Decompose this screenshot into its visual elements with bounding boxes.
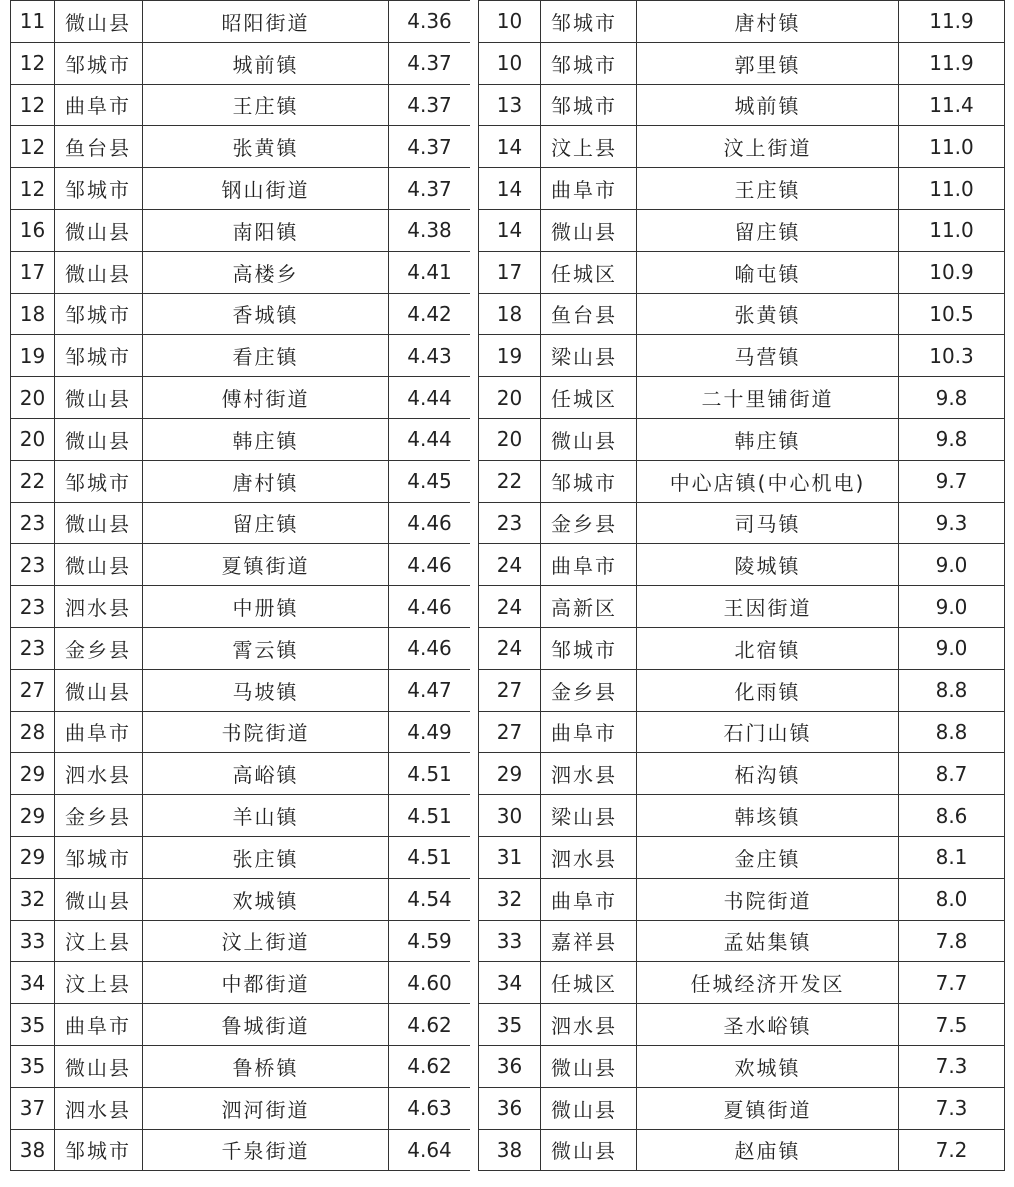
- value-cell: 4.46: [389, 544, 471, 586]
- table-row: [11, 1087, 471, 1129]
- rank-cell: 28: [11, 711, 55, 753]
- county-cell: 曲阜市: [541, 544, 637, 586]
- rank-cell: 12: [11, 126, 55, 168]
- table-row: [479, 836, 1005, 878]
- town-cell: 中册镇: [143, 586, 389, 628]
- rank-cell: 12: [11, 168, 55, 210]
- county-cell: 邹城市: [55, 293, 143, 335]
- rank-cell: 14: [479, 168, 541, 210]
- county-cell: 邹城市: [55, 460, 143, 502]
- county-cell: 微山县: [541, 1045, 637, 1087]
- town-cell: 郭里镇: [637, 42, 899, 84]
- value-cell: 4.38: [389, 209, 471, 251]
- rank-cell: 29: [479, 753, 541, 795]
- county-cell: 微山县: [55, 669, 143, 711]
- value-cell: 4.51: [389, 836, 471, 878]
- rank-cell: 27: [11, 669, 55, 711]
- table-row: [11, 42, 471, 84]
- value-cell: 9.0: [899, 544, 1005, 586]
- rank-cell: 23: [11, 544, 55, 586]
- rank-cell: 34: [11, 962, 55, 1004]
- table-row: [479, 1087, 1005, 1129]
- rank-cell: 22: [11, 460, 55, 502]
- county-cell: 汶上县: [55, 920, 143, 962]
- table-row: [11, 962, 471, 1004]
- value-cell: 8.8: [899, 669, 1005, 711]
- rank-cell: 23: [479, 502, 541, 544]
- table-row: [479, 586, 1005, 628]
- county-cell: 泗水县: [541, 836, 637, 878]
- table-row: [11, 1004, 471, 1046]
- value-cell: 4.51: [389, 795, 471, 837]
- table-row: [11, 502, 471, 544]
- table-row: [11, 627, 471, 669]
- town-cell: 柘沟镇: [637, 753, 899, 795]
- town-cell: 羊山镇: [143, 795, 389, 837]
- rank-cell: 13: [479, 84, 541, 126]
- table-row: [479, 251, 1005, 293]
- table-row: [11, 460, 471, 502]
- town-cell: 鲁桥镇: [143, 1045, 389, 1087]
- rank-cell: 23: [11, 586, 55, 628]
- table-row: [479, 920, 1005, 962]
- value-cell: 9.8: [899, 418, 1005, 460]
- rank-cell: 24: [479, 586, 541, 628]
- table-row: [11, 586, 471, 628]
- county-cell: 微山县: [55, 251, 143, 293]
- county-cell: 邹城市: [541, 460, 637, 502]
- county-cell: 梁山县: [541, 795, 637, 837]
- table-row: [479, 418, 1005, 460]
- value-cell: 9.0: [899, 627, 1005, 669]
- rank-cell: 23: [11, 502, 55, 544]
- value-cell: 4.41: [389, 251, 471, 293]
- value-cell: 11.0: [899, 209, 1005, 251]
- value-cell: 10.5: [899, 293, 1005, 335]
- rank-cell: 20: [11, 377, 55, 419]
- rank-cell: 20: [479, 418, 541, 460]
- table-row: [11, 418, 471, 460]
- value-cell: 4.44: [389, 377, 471, 419]
- value-cell: 4.46: [389, 627, 471, 669]
- table-row: [479, 669, 1005, 711]
- town-cell: 孟姑集镇: [637, 920, 899, 962]
- county-cell: 邹城市: [55, 836, 143, 878]
- table-row: [479, 627, 1005, 669]
- value-cell: 8.7: [899, 753, 1005, 795]
- value-cell: 4.37: [389, 42, 471, 84]
- county-cell: 泗水县: [541, 753, 637, 795]
- town-cell: 书院街道: [143, 711, 389, 753]
- table-row: [11, 1, 471, 43]
- town-cell: 马营镇: [637, 335, 899, 377]
- rank-cell: 17: [11, 251, 55, 293]
- rank-cell: 37: [11, 1087, 55, 1129]
- value-cell: 11.9: [899, 42, 1005, 84]
- table-row: [11, 335, 471, 377]
- value-cell: 7.8: [899, 920, 1005, 962]
- town-cell: 城前镇: [637, 84, 899, 126]
- value-cell: 4.37: [389, 168, 471, 210]
- table-row: [11, 251, 471, 293]
- table-row: [479, 42, 1005, 84]
- value-cell: 10.9: [899, 251, 1005, 293]
- rank-cell: 35: [11, 1004, 55, 1046]
- table-row: [479, 878, 1005, 920]
- rank-cell: 33: [479, 920, 541, 962]
- table-row: [479, 377, 1005, 419]
- rank-cell: 29: [11, 753, 55, 795]
- town-cell: 霄云镇: [143, 627, 389, 669]
- value-cell: 7.7: [899, 962, 1005, 1004]
- rank-cell: 36: [479, 1045, 541, 1087]
- county-cell: 微山县: [55, 1, 143, 43]
- rank-cell: 17: [479, 251, 541, 293]
- value-cell: 11.9: [899, 1, 1005, 43]
- table-row: [479, 753, 1005, 795]
- rank-cell: 36: [479, 1087, 541, 1129]
- rank-cell: 34: [479, 962, 541, 1004]
- value-cell: 4.43: [389, 335, 471, 377]
- rank-cell: 33: [11, 920, 55, 962]
- table-row: [479, 1, 1005, 43]
- county-cell: 微山县: [55, 502, 143, 544]
- town-cell: 唐村镇: [143, 460, 389, 502]
- county-cell: 汶上县: [55, 962, 143, 1004]
- town-cell: 圣水峪镇: [637, 1004, 899, 1046]
- county-cell: 曲阜市: [541, 168, 637, 210]
- value-cell: 8.8: [899, 711, 1005, 753]
- table-row: [11, 168, 471, 210]
- value-cell: 7.3: [899, 1087, 1005, 1129]
- town-cell: 马坡镇: [143, 669, 389, 711]
- right-table-body: [479, 1, 1005, 1171]
- town-cell: 喻屯镇: [637, 251, 899, 293]
- value-cell: 4.46: [389, 586, 471, 628]
- county-cell: 微山县: [541, 209, 637, 251]
- town-cell: 书院街道: [637, 878, 899, 920]
- value-cell: 9.3: [899, 502, 1005, 544]
- rank-cell: 35: [479, 1004, 541, 1046]
- rank-cell: 20: [11, 418, 55, 460]
- town-cell: 石门山镇: [637, 711, 899, 753]
- county-cell: 微山县: [55, 377, 143, 419]
- town-cell: 张庄镇: [143, 836, 389, 878]
- right-ranking-table: [478, 0, 1005, 1171]
- county-cell: 微山县: [541, 1087, 637, 1129]
- town-cell: 高峪镇: [143, 753, 389, 795]
- table-row: [479, 84, 1005, 126]
- value-cell: 4.49: [389, 711, 471, 753]
- value-cell: 8.6: [899, 795, 1005, 837]
- table-row: [479, 1004, 1005, 1046]
- county-cell: 邹城市: [55, 335, 143, 377]
- county-cell: 微山县: [541, 418, 637, 460]
- county-cell: 曲阜市: [55, 1004, 143, 1046]
- town-cell: 欢城镇: [143, 878, 389, 920]
- table-row: [11, 126, 471, 168]
- county-cell: 嘉祥县: [541, 920, 637, 962]
- rank-cell: 11: [11, 1, 55, 43]
- rank-cell: 10: [479, 42, 541, 84]
- table-row: [11, 711, 471, 753]
- value-cell: 11.4: [899, 84, 1005, 126]
- value-cell: 4.62: [389, 1045, 471, 1087]
- table-row: [11, 669, 471, 711]
- rank-cell: 24: [479, 544, 541, 586]
- county-cell: 泗水县: [55, 1087, 143, 1129]
- table-row: [11, 293, 471, 335]
- table-separator: [470, 0, 478, 1187]
- county-cell: 鱼台县: [541, 293, 637, 335]
- value-cell: 4.51: [389, 753, 471, 795]
- table-row: [479, 168, 1005, 210]
- town-cell: 王因街道: [637, 586, 899, 628]
- county-cell: 微山县: [55, 544, 143, 586]
- county-cell: 曲阜市: [55, 711, 143, 753]
- rank-cell: 32: [479, 878, 541, 920]
- town-cell: 鲁城街道: [143, 1004, 389, 1046]
- rank-cell: 19: [11, 335, 55, 377]
- rank-cell: 32: [11, 878, 55, 920]
- table-row: [479, 1129, 1005, 1171]
- value-cell: 9.0: [899, 586, 1005, 628]
- table-row: [11, 878, 471, 920]
- town-cell: 韩垓镇: [637, 795, 899, 837]
- rank-cell: 23: [11, 627, 55, 669]
- table-row: [479, 962, 1005, 1004]
- county-cell: 曲阜市: [541, 711, 637, 753]
- county-cell: 泗水县: [55, 586, 143, 628]
- town-cell: 韩庄镇: [637, 418, 899, 460]
- town-cell: 留庄镇: [143, 502, 389, 544]
- county-cell: 鱼台县: [55, 126, 143, 168]
- town-cell: 千泉街道: [143, 1129, 389, 1171]
- rank-cell: 22: [479, 460, 541, 502]
- table-row: [11, 920, 471, 962]
- town-cell: 高楼乡: [143, 251, 389, 293]
- town-cell: 汶上街道: [637, 126, 899, 168]
- town-cell: 张黄镇: [143, 126, 389, 168]
- county-cell: 微山县: [55, 418, 143, 460]
- county-cell: 任城区: [541, 251, 637, 293]
- town-cell: 韩庄镇: [143, 418, 389, 460]
- county-cell: 邹城市: [541, 1, 637, 43]
- town-cell: 留庄镇: [637, 209, 899, 251]
- rank-cell: 19: [479, 335, 541, 377]
- rank-cell: 18: [11, 293, 55, 335]
- rank-cell: 27: [479, 711, 541, 753]
- value-cell: 4.59: [389, 920, 471, 962]
- value-cell: 4.42: [389, 293, 471, 335]
- town-cell: 司马镇: [637, 502, 899, 544]
- town-cell: 任城经济开发区: [637, 962, 899, 1004]
- left-table-body: [11, 1, 471, 1171]
- county-cell: 汶上县: [541, 126, 637, 168]
- town-cell: 傅村街道: [143, 377, 389, 419]
- table-row: [11, 84, 471, 126]
- town-cell: 夏镇街道: [143, 544, 389, 586]
- town-cell: 看庄镇: [143, 335, 389, 377]
- rank-cell: 24: [479, 627, 541, 669]
- table-row: [11, 1129, 471, 1171]
- town-cell: 南阳镇: [143, 209, 389, 251]
- rank-cell: 16: [11, 209, 55, 251]
- county-cell: 任城区: [541, 377, 637, 419]
- rank-cell: 12: [11, 84, 55, 126]
- table-row: [479, 1045, 1005, 1087]
- county-cell: 邹城市: [55, 42, 143, 84]
- table-row: [479, 460, 1005, 502]
- table-row: [11, 836, 471, 878]
- rank-cell: 12: [11, 42, 55, 84]
- town-cell: 泗河街道: [143, 1087, 389, 1129]
- value-cell: 7.3: [899, 1045, 1005, 1087]
- county-cell: 微山县: [55, 1045, 143, 1087]
- table-row: [11, 1045, 471, 1087]
- town-cell: 汶上街道: [143, 920, 389, 962]
- table-row: [479, 502, 1005, 544]
- town-cell: 欢城镇: [637, 1045, 899, 1087]
- value-cell: 9.8: [899, 377, 1005, 419]
- value-cell: 11.0: [899, 126, 1005, 168]
- county-cell: 梁山县: [541, 335, 637, 377]
- rank-cell: 10: [479, 1, 541, 43]
- county-cell: 邹城市: [541, 42, 637, 84]
- town-cell: 王庄镇: [637, 168, 899, 210]
- value-cell: 4.37: [389, 84, 471, 126]
- value-cell: 4.44: [389, 418, 471, 460]
- table-row: [479, 209, 1005, 251]
- value-cell: 8.0: [899, 878, 1005, 920]
- value-cell: 4.64: [389, 1129, 471, 1171]
- town-cell: 昭阳街道: [143, 1, 389, 43]
- county-cell: 曲阜市: [541, 878, 637, 920]
- county-cell: 微山县: [55, 878, 143, 920]
- value-cell: 4.45: [389, 460, 471, 502]
- town-cell: 赵庙镇: [637, 1129, 899, 1171]
- town-cell: 城前镇: [143, 42, 389, 84]
- town-cell: 王庄镇: [143, 84, 389, 126]
- county-cell: 金乡县: [55, 627, 143, 669]
- rank-cell: 29: [11, 795, 55, 837]
- rank-cell: 29: [11, 836, 55, 878]
- rank-cell: 38: [11, 1129, 55, 1171]
- table-row: [479, 795, 1005, 837]
- county-cell: 微山县: [541, 1129, 637, 1171]
- town-cell: 香城镇: [143, 293, 389, 335]
- town-cell: 中心店镇(中心机电): [637, 460, 899, 502]
- rank-cell: 30: [479, 795, 541, 837]
- value-cell: 11.0: [899, 168, 1005, 210]
- value-cell: 4.63: [389, 1087, 471, 1129]
- value-cell: 4.47: [389, 669, 471, 711]
- town-cell: 钢山街道: [143, 168, 389, 210]
- rank-cell: 20: [479, 377, 541, 419]
- county-cell: 邹城市: [55, 168, 143, 210]
- town-cell: 唐村镇: [637, 1, 899, 43]
- table-row: [479, 126, 1005, 168]
- county-cell: 邹城市: [541, 627, 637, 669]
- county-cell: 金乡县: [541, 502, 637, 544]
- county-cell: 泗水县: [55, 753, 143, 795]
- county-cell: 金乡县: [55, 795, 143, 837]
- rank-cell: 14: [479, 209, 541, 251]
- town-cell: 张黄镇: [637, 293, 899, 335]
- rank-cell: 31: [479, 836, 541, 878]
- table-row: [479, 335, 1005, 377]
- county-cell: 高新区: [541, 586, 637, 628]
- county-cell: 任城区: [541, 962, 637, 1004]
- value-cell: 7.5: [899, 1004, 1005, 1046]
- town-cell: 夏镇街道: [637, 1087, 899, 1129]
- value-cell: 10.3: [899, 335, 1005, 377]
- table-row: [11, 795, 471, 837]
- value-cell: 7.2: [899, 1129, 1005, 1171]
- rank-cell: 35: [11, 1045, 55, 1087]
- value-cell: 9.7: [899, 460, 1005, 502]
- county-cell: 微山县: [55, 209, 143, 251]
- rank-cell: 38: [479, 1129, 541, 1171]
- county-cell: 泗水县: [541, 1004, 637, 1046]
- table-row: [11, 544, 471, 586]
- value-cell: 4.54: [389, 878, 471, 920]
- table-row: [479, 293, 1005, 335]
- town-cell: 北宿镇: [637, 627, 899, 669]
- table-row: [11, 377, 471, 419]
- table-row: [11, 209, 471, 251]
- value-cell: 4.46: [389, 502, 471, 544]
- county-cell: 金乡县: [541, 669, 637, 711]
- value-cell: 4.37: [389, 126, 471, 168]
- table-row: [11, 753, 471, 795]
- table-row: [479, 711, 1005, 753]
- rank-cell: 14: [479, 126, 541, 168]
- town-cell: 二十里铺街道: [637, 377, 899, 419]
- county-cell: 邹城市: [55, 1129, 143, 1171]
- town-cell: 陵城镇: [637, 544, 899, 586]
- rank-cell: 27: [479, 669, 541, 711]
- left-ranking-table: [10, 0, 471, 1171]
- value-cell: 4.62: [389, 1004, 471, 1046]
- county-cell: 曲阜市: [55, 84, 143, 126]
- value-cell: 8.1: [899, 836, 1005, 878]
- table-row: [479, 544, 1005, 586]
- value-cell: 4.36: [389, 1, 471, 43]
- value-cell: 4.60: [389, 962, 471, 1004]
- town-cell: 中都街道: [143, 962, 389, 1004]
- town-cell: 化雨镇: [637, 669, 899, 711]
- county-cell: 邹城市: [541, 84, 637, 126]
- rank-cell: 18: [479, 293, 541, 335]
- town-cell: 金庄镇: [637, 836, 899, 878]
